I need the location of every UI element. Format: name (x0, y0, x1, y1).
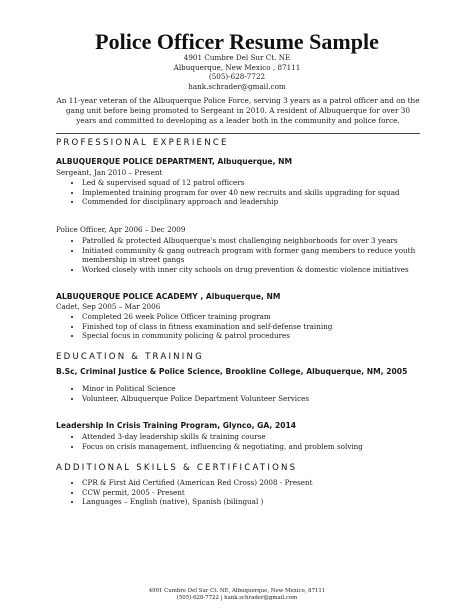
summary-paragraph: An 11-year veteran of the Albuquerque Police Force, serving 3 years as a patrol officer and on the gang unit before being promoted to Sergeant in 2010. A resident of Albuquerque for over 30 years and committed to developing as a leader both in the community and police force. (56, 96, 420, 125)
employer-name: ALBUQUERQUE POLICE DEPARTMENT (56, 157, 212, 166)
address-line: 4901 Cumbre Del Sur Ct. NE (183, 53, 291, 62)
footer-address: 4901 Cumbre Del Sur Ct. NE, Albuquerque, New Mexico, 87111 (148, 588, 326, 594)
employer-location: , Albuquerque, NM (212, 157, 293, 166)
list-item: • Attended 3-day leadership skills & training course (82, 432, 434, 442)
list-item: • Finished top of class in fitness examination and self-defense training (82, 322, 434, 332)
footer-contact: (505)-628-7722 | hank.schrader@gmail.com (176, 595, 298, 601)
list-item: • CCW permit, 2005 - Present (82, 488, 434, 498)
sergeant-duties-list (70, 178, 434, 207)
list-item: • Special focus in community policing & patrol procedures (82, 331, 434, 341)
list-item: • Volunteer, Albuquerque Police Department Volunteer Services (82, 394, 434, 404)
list-item: • Completed 26 week Police Officer training program (82, 312, 434, 322)
list-item: • Implemented training program for over 40 new recruits and skills upgrading for squad (82, 188, 434, 198)
employer-heading (56, 157, 292, 166)
degree-details-list (70, 384, 434, 403)
section-heading-skills: ADDITIONAL SKILLS & CERTIFICATIONS (56, 463, 298, 473)
section-heading-education: EDUCATION & TRAINING (56, 352, 205, 362)
academy-location: , Albuquerque, NM (197, 292, 281, 301)
officer-duties-list (70, 236, 434, 274)
training-details-list (70, 432, 434, 451)
list-item: • Patrolled & protected Albuquerque's most challenging neighborhoods for over 3 years (82, 236, 434, 246)
degree-heading: B.Sc, Criminal Justice & Police Science, Brookline College, Albuquerque, NM, 2005 (56, 367, 408, 376)
list-item: • Initiated community & gang outreach program with former gang members to reduce youth membership in street gangs (82, 246, 434, 265)
list-item: • Worked closely with inner city schools on drug prevention & domestic violence initiatives (82, 265, 434, 275)
list-item: • Minor in Political Science (82, 384, 434, 394)
contact-block (0, 53, 474, 92)
cadet-duties-list (70, 312, 434, 341)
section-heading-experience: PROFESSIONAL EXPERIENCE (56, 138, 229, 148)
page-footer (0, 588, 474, 602)
phone-line: (505)-628-7722 (208, 72, 266, 82)
list-item: • Led & supervised squad of 12 patrol officers (82, 178, 434, 188)
divider (56, 133, 420, 134)
academy-heading (56, 292, 280, 301)
skills-list (70, 478, 434, 507)
job-title-cadet: Cadet, Sep 2005 – Mar 2006 (56, 302, 161, 311)
email-line[interactable]: hank.schrader@gmail.com (188, 82, 286, 92)
job-title-sergeant: Sergeant, Jan 2010 – Present (56, 168, 163, 177)
resume-title: Police Officer Resume Sample (95, 29, 379, 54)
academy-name: ALBUQUERQUE POLICE ACADEMY (56, 292, 198, 301)
list-item: • Commended for disciplinary approach and leadership (82, 197, 434, 207)
city-line: Albuquerque, New Mexico , 87111 (173, 62, 301, 72)
list-item: • Focus on crisis management, influencing & negotiating, and problem solving (82, 442, 434, 452)
list-item: • Languages – English (native), Spanish (bilingual ) (82, 497, 434, 507)
training-heading: Leadership In Crisis Training Program, Glynco, GA, 2014 (56, 421, 297, 430)
job-title-officer: Police Officer, Apr 2006 – Dec 2009 (56, 225, 186, 234)
list-item: • CPR & First Aid Certified (American Red Cross) 2008 - Present (82, 478, 434, 488)
